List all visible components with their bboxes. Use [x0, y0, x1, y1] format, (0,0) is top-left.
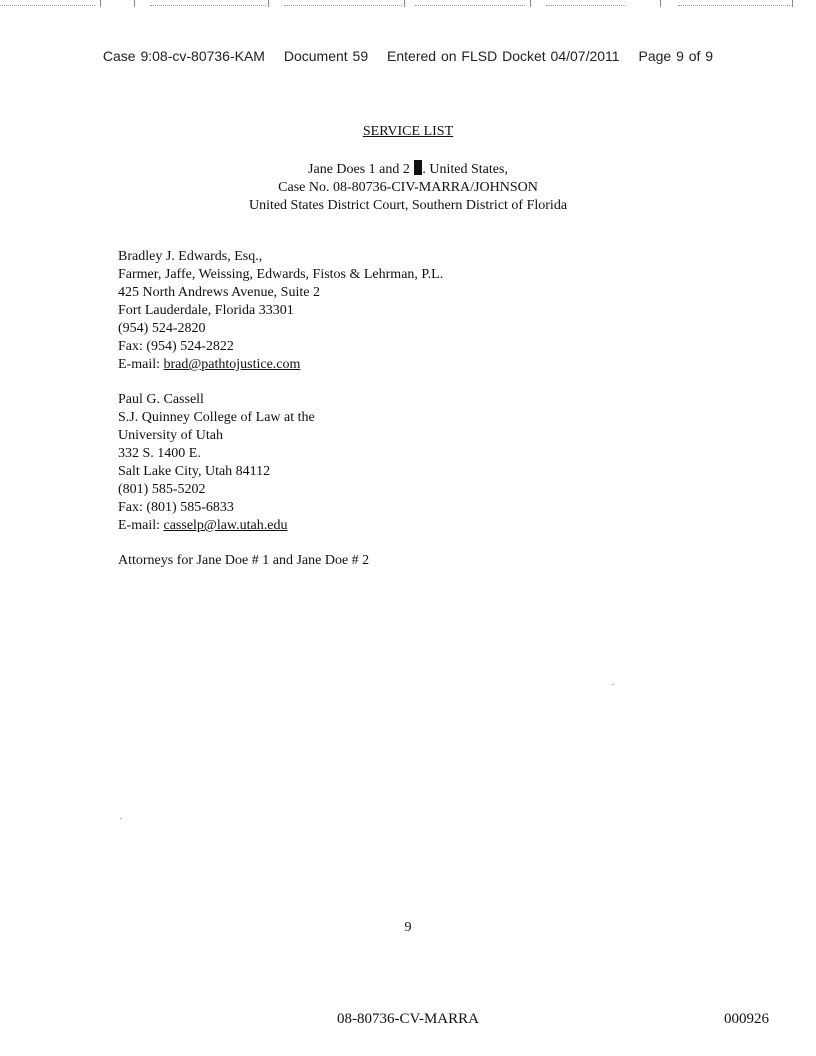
attorney-name: Paul G. Cassell	[118, 392, 204, 407]
docket-header	[0, 48, 816, 64]
attorney-block-cassell	[118, 391, 315, 535]
attorney-address-line-2: Fort Lauderdale, Florida 33301	[118, 303, 294, 318]
caption-case-number: Case No. 08-80736-CIV-MARRA/JOHNSON	[278, 180, 538, 195]
scan-speck	[612, 684, 614, 685]
attorney-fax: Fax: (801) 585-6833	[118, 500, 234, 515]
caption-parties-b: . United States,	[422, 162, 508, 177]
caption-parties-a: Jane Does 1 and 2	[308, 162, 410, 177]
caption-line-1	[0, 160, 816, 179]
header-page-count: Page 9 of 9	[638, 48, 714, 64]
email-label: E-mail:	[118, 518, 164, 533]
service-list-title: SERVICE LIST	[362, 124, 454, 139]
attorney-email-row	[118, 356, 443, 374]
header-entered-date: Entered on FLSD Docket 04/07/2011	[387, 48, 620, 64]
attorney-phone: (801) 585-5202	[118, 482, 206, 497]
caption-court: United States District Court, Southern District of Florida	[248, 198, 568, 213]
bates-number: 000926	[724, 1011, 769, 1027]
attorney-address-line-1: 332 S. 1400 E.	[118, 446, 201, 461]
attorney-name: Bradley J. Edwards, Esq.,	[118, 249, 263, 264]
attorney-phone: (954) 524-2820	[118, 321, 206, 336]
email-label: E-mail:	[118, 357, 164, 372]
header-case-number: Case 9:08-cv-80736-KAM	[102, 48, 265, 64]
attorney-email-link[interactable]: casselp@law.utah.edu	[163, 518, 288, 533]
page-number: 9	[404, 920, 412, 935]
attorneys-for-statement: Attorneys for Jane Doe # 1 and Jane Doe # 2	[118, 553, 370, 568]
header-document-number: Document 59	[283, 48, 369, 64]
attorney-org-line-2: University of Utah	[118, 428, 223, 443]
scan-artifact-strip	[0, 0, 816, 8]
attorney-address-line-1: 425 North Andrews Avenue, Suite 2	[118, 285, 320, 300]
attorney-fax: Fax: (954) 524-2822	[118, 339, 234, 354]
attorney-firm: Farmer, Jaffe, Weissing, Edwards, Fistos & Lehrman, P.L.	[118, 267, 444, 282]
attorney-email-link[interactable]: brad@pathtojustice.com	[163, 357, 301, 372]
scan-speck	[120, 818, 122, 819]
attorney-email-row	[118, 517, 315, 535]
attorney-block-edwards	[118, 248, 443, 374]
bates-prefix: 08-80736-CV-MARRA	[337, 1011, 479, 1027]
attorney-address-line-2: Salt Lake City, Utah 84112	[118, 464, 271, 479]
attorney-org-line-1: S.J. Quinney College of Law at the	[118, 410, 315, 425]
case-caption	[0, 160, 816, 215]
